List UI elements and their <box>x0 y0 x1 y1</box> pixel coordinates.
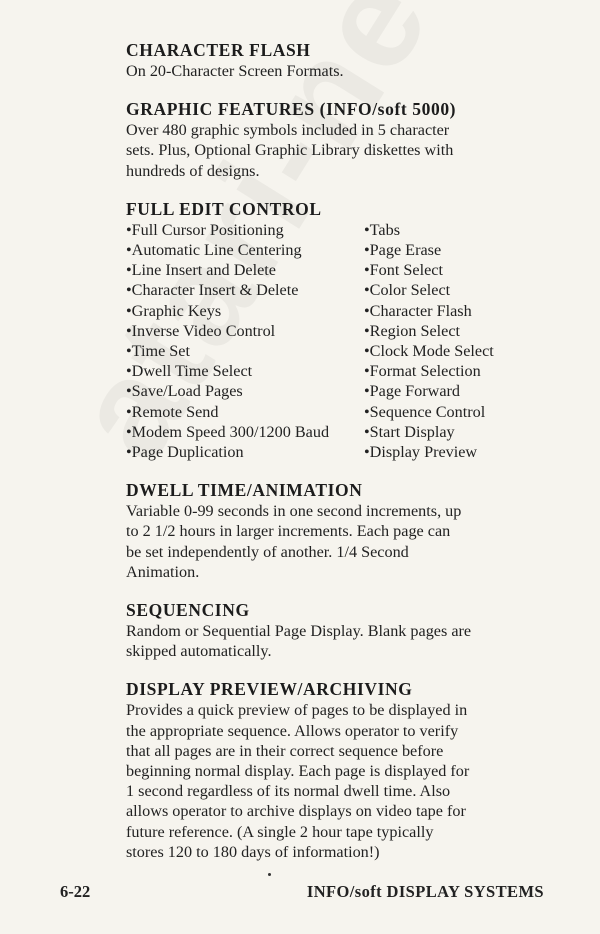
heading-full-edit-control: FULL EDIT CONTROL <box>126 198 322 219</box>
feature-item: •Region Select <box>364 321 461 340</box>
body-line: 1 second regardless of its normal dwell time. Also <box>126 782 451 801</box>
heading-character-flash: CHARACTER FLASH <box>126 40 311 60</box>
feature-item: •Line Insert and Delete <box>126 261 276 280</box>
heading-graphic-features: GRAPHIC FEATURES (INFO/soft 5000) <box>126 99 457 120</box>
body-line: to 2 1/2 hours in larger increments. Each page can <box>126 522 451 541</box>
feature-item: •Color Select <box>364 281 451 300</box>
feature-item: •Character Insert & Delete <box>126 281 299 300</box>
section-sequencing <box>126 600 546 661</box>
body-line: the appropriate sequence. Allows operator to verify <box>126 721 459 740</box>
body-line: Animation. <box>126 562 200 581</box>
feature-column-right <box>364 220 544 462</box>
heading-display-preview: DISPLAY PREVIEW/ARCHIVING <box>126 679 413 700</box>
body-line: be set independently of another. 1/4 Second <box>126 542 409 561</box>
feature-item: •Modem Speed 300/1200 Baud <box>126 422 330 441</box>
heading-sequencing: SEQUENCING <box>126 600 250 621</box>
feature-item: •Automatic Line Centering <box>126 241 302 260</box>
body-line: Over 480 graphic symbols included in 5 character <box>126 121 450 140</box>
body-line: hundreds of designs. <box>126 161 260 180</box>
feature-item: •Remote Send <box>126 402 219 421</box>
section-character-flash <box>126 40 546 81</box>
feature-item: •Display Preview <box>364 443 478 462</box>
feature-item: •Character Flash <box>364 301 472 320</box>
body-line: beginning normal display. Each page is displayed for <box>126 762 470 781</box>
feature-item: •Page Erase <box>364 241 442 260</box>
feature-item: •Sequence Control <box>364 402 486 421</box>
footer-title: INFO/soft DISPLAY SYSTEMS <box>306 882 544 901</box>
feature-list <box>126 220 546 462</box>
body-line: that all pages are in their correct sequence before <box>126 741 444 760</box>
body-line: Provides a quick preview of pages to be displayed in <box>126 701 468 720</box>
feature-item: •Save/Load Pages <box>126 382 243 401</box>
feature-item: •Page Duplication <box>126 443 244 462</box>
body-line: skipped automatically. <box>126 642 272 661</box>
feature-item: •Clock Mode Select <box>364 342 494 361</box>
body-line: sets. Plus, Optional Graphic Library diskettes with <box>126 141 454 160</box>
feature-column-left <box>126 220 364 462</box>
body-line: Random or Sequential Page Display. Blank pages are <box>126 622 472 641</box>
feature-item: •Start Display <box>364 422 455 441</box>
feature-item: •Graphic Keys <box>126 301 222 320</box>
feature-item: •Format Selection <box>364 362 481 381</box>
section-display-preview <box>126 679 546 862</box>
body-line: stores 120 to 180 days of information!) <box>126 842 380 861</box>
scan-mark <box>268 873 271 876</box>
body-line: allows operator to archive displays on video tape for <box>126 802 466 821</box>
section-dwell-time <box>126 480 546 582</box>
heading-dwell-time: DWELL TIME/ANIMATION <box>126 480 363 501</box>
feature-item: •Page Forward <box>364 382 461 401</box>
feature-item: •Time Set <box>126 342 190 361</box>
body-line: future reference. (A single 2 hour tape typically <box>126 822 434 841</box>
feature-item: •Full Cursor Positioning <box>126 220 284 239</box>
content <box>126 40 546 880</box>
page-number: 6-22 <box>60 882 91 901</box>
feature-item: •Tabs <box>364 220 401 239</box>
section-graphic-features <box>126 99 546 181</box>
feature-item: •Dwell Time Select <box>126 362 253 381</box>
feature-item: •Font Select <box>364 261 443 280</box>
body-line: Variable 0-99 seconds in one second increments, up <box>126 502 462 521</box>
section-full-edit-control <box>126 199 546 462</box>
feature-item: •Inverse Video Control <box>126 321 276 340</box>
body-character-flash: On 20-Character Screen Formats. <box>126 62 344 80</box>
